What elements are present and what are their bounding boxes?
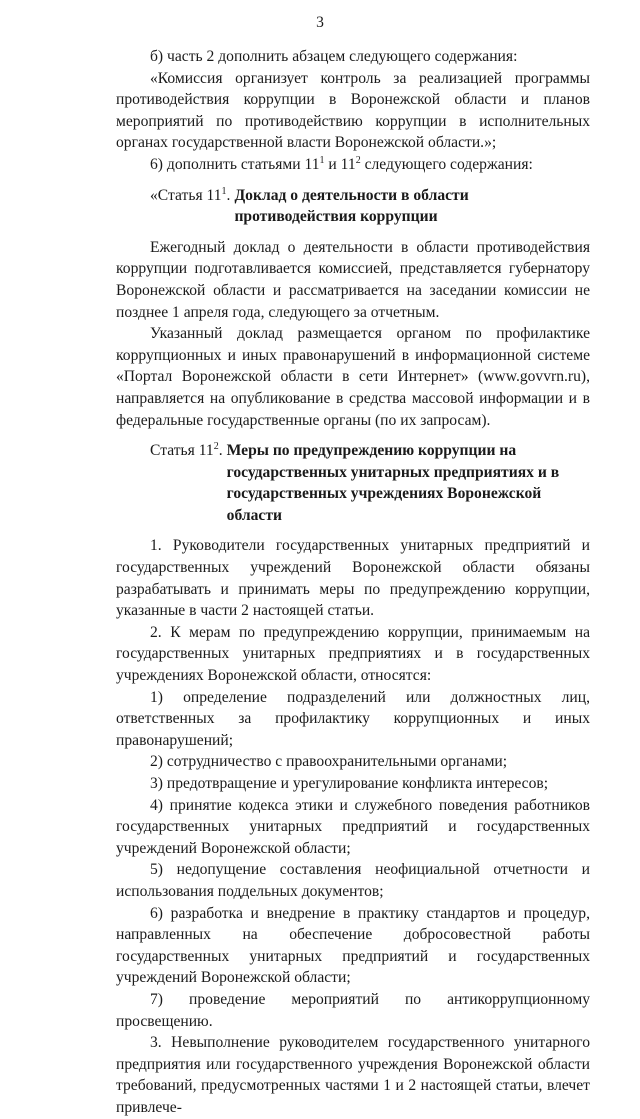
document-body [116, 46, 590, 1119]
list-item: 7) проведение мероприятий по антикоррупционному просвещению. [116, 990, 590, 1030]
paragraph: Ежегодный доклад о деятельности в области противодействия коррупции подготавливается комиссией, представляется губернатору Воронежской области и рассматривается на заседании комиссии не позднее 1 апреля года, следующего за отчетным. [116, 238, 590, 321]
article-label: Статья $11^2$. [150, 440, 223, 460]
paragraph: б) часть 2 дополнить абзацем следующего содержания: [150, 48, 518, 65]
list-item: 5) недопущение составления неофициальной отчетности и использования поддельных документов; [116, 861, 590, 900]
list-item: 3) предотвращение и урегулирование конфликта интересов; [150, 775, 549, 792]
list-item: 4) принятие кодекса этики и служебного поведения работников государственных унитарных предприятий и государственных учреждений Воронежской области; [116, 796, 590, 857]
list-item: 1) определение подразделений или должностных лиц, ответственных за профилактику коррупционных и иных правонарушений; [116, 688, 590, 749]
paragraph: 3. Невыполнение руководителем государственного унитарного предприятия или государственного учреждения Воронежской области требований, предусмотренных частями 1 и 2 настоящей статьи, влечет привлече- [116, 1034, 590, 1116]
article-heading [116, 185, 590, 228]
paragraph: 2. К мерам по предупреждению коррупции, принимаемым на государственных унитарных предприятиях и в государственных учреждениях Воронежской области, относятся: [116, 623, 590, 685]
paragraph: 6) дополнить статьями $11^1$ и $11^2$ следующего содержания: [150, 154, 533, 173]
list-item: 6) разработка и внедрение в практику стандартов и процедур, направленных на обеспечение добросовестной работы государственных унитарных предприятий и государственных учреждений Воронежской области; [116, 904, 590, 987]
article-title: Доклад о деятельности в области противодействия коррупции [234, 186, 469, 226]
page-number: 3 [316, 14, 324, 31]
list-item: 2) сотрудничество с правоохранительными органами; [150, 753, 508, 771]
paragraph: 1. Руководители государственных унитарных предприятий и государственных учреждений Воронежской области обязаны разрабатывать и принимать меры по предупреждению коррупции, указанные в части 2 настоящей статьи. [116, 537, 590, 620]
article-heading [116, 440, 590, 526]
article-label: «Статья $11^1$. [150, 185, 231, 204]
paragraph: «Комиссия организует контроль за реализацией программы противодействия коррупции в Воронежской области и планов мероприятий по противодействию коррупции в исполнительных органах государственной власти Воронежской области.»; [116, 69, 590, 152]
article-title: Меры по предупреждению коррупции на государственных унитарных предприятиях и в государственных учреждениях Воронежской области [226, 442, 560, 524]
paragraph: Указанный доклад размещается органом по профилактике коррупционных и иных правонарушений в информационной системе «Портал Воронежской области в сети Интернет» (www.govvrn.ru), направляется на опубликование в средства массовой информации и в федеральные государственные органы (по их запросам). [116, 325, 590, 429]
